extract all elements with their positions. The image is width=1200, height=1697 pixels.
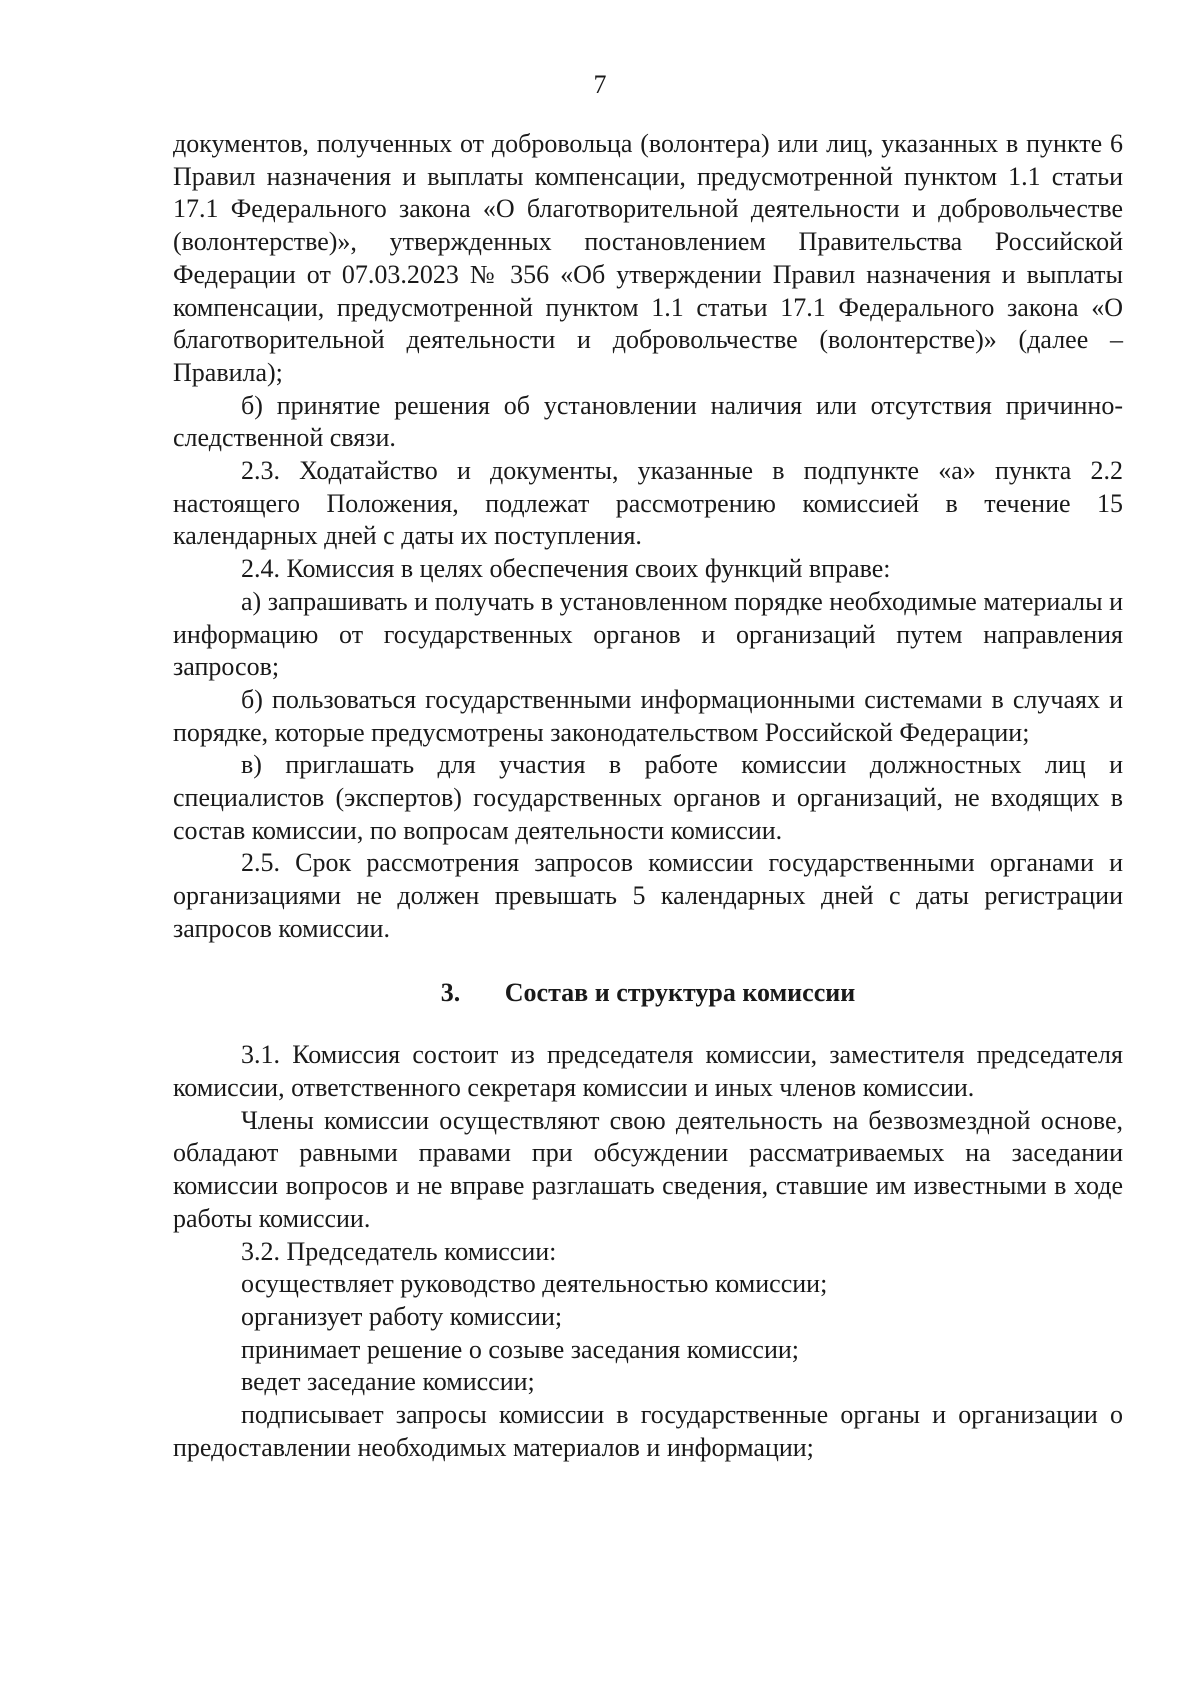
page-number: 7 — [593, 70, 607, 99]
paragraph: подписывает запросы комиссии в государственные органы и организации о предоставлении необходимых материалов и информации; — [173, 1400, 1123, 1462]
paragraph: организует работу комиссии; — [241, 1301, 563, 1331]
paragraph: осуществляет руководство деятельностью комиссии; — [241, 1269, 828, 1299]
paragraph: в) приглашать для участия в работе комиссии должностных лиц и специалистов (экспертов) государственных органов и организаций, не входящих в состав комиссии, по вопросам деятельности комиссии. — [173, 750, 1123, 845]
paragraph: 2.3. Ходатайство и документы, указанные в подпункте «а» пункта 2.2 настоящего Положения, подлежат рассмотрению комиссией в течение 15 календарных дней с даты их поступления. — [173, 456, 1123, 551]
paragraph: ведет заседание комиссии; — [241, 1367, 535, 1397]
paragraph: 2.4. Комиссия в целях обеспечения своих функций вправе: — [241, 554, 891, 584]
paragraph: 2.5. Срок рассмотрения запросов комиссии государственными органами и организациями не должен превышать 5 календарных дней с даты регистрации запросов комиссии. — [173, 848, 1123, 943]
document-body — [173, 128, 1123, 1464]
section-title: Состав и структура комиссии — [504, 977, 856, 1007]
paragraph: б) пользоваться государственными информационными системами в случаях и порядке, которые предусмотрены законодательством Российской Федерации; — [173, 684, 1123, 747]
paragraph: 3.2. Председатель комиссии: — [241, 1236, 557, 1266]
section-number: 3. — [440, 977, 461, 1007]
paragraph: б) принятие решения об установлении наличия или отсутствия причинно-следственной связи. — [173, 390, 1123, 453]
paragraph: Члены комиссии осуществляют свою деятельность на безвозмездной основе, обладают равными правами при обсуждении рассматриваемых на заседании комиссии вопросов и не вправе разглашать сведения, ставшие им известными в ходе работы комиссии. — [173, 1105, 1123, 1233]
section-heading — [173, 977, 1123, 1010]
paragraph: документов, полученных от добровольца (волонтера) или лиц, указанных в пункте 6 Правил назначения и выплаты компенсации, предусмотренной пунктом 1.1 статьи 17.1 Федерального закона «О благотворительной деятельности и добровольчестве (волонтерстве)», утвержденных постановлением Правительства Российской Федерации от 07.03.2023 № 356 «Об утверждении Правил назначения и выплаты компенсации, предусмотренной пунктом 1.1 статьи 17.1 Федерального закона «О благотворительной деятельности и добровольчестве (волонтерстве)» (далее – Правила); — [173, 129, 1123, 387]
paragraph: принимает решение о созыве заседания комиссии; — [241, 1334, 800, 1364]
paragraph: а) запрашивать и получать в установленном порядке необходимые материалы и информацию от государственных органов и организаций путем направления запросов; — [173, 586, 1123, 682]
paragraph: 3.1. Комиссия состоит из председателя комиссии, заместителя председателя комиссии, ответственного секретаря комиссии и иных членов комиссии. — [173, 1040, 1123, 1102]
